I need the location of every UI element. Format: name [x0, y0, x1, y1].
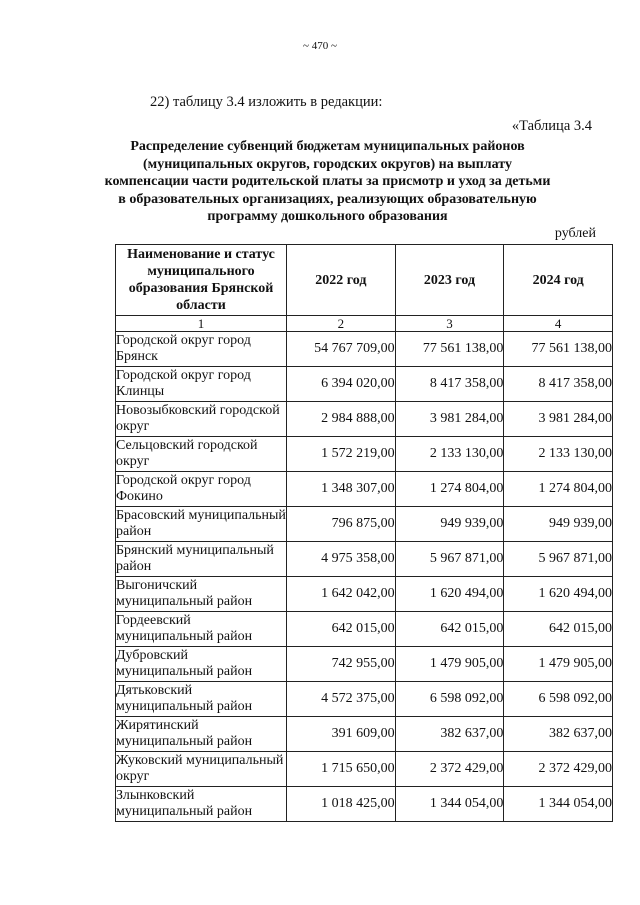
amount-2023: 1 344 054,00	[395, 787, 504, 822]
amount-2022: 1 642 042,00	[287, 577, 396, 612]
amount-2022: 1 715 650,00	[287, 752, 396, 787]
table-row	[116, 367, 613, 402]
amount-2022: 1 348 307,00	[287, 472, 396, 507]
amount-2024: 642 015,00	[504, 612, 613, 647]
amount-2022: 4 572 375,00	[287, 682, 396, 717]
subvention-table	[115, 244, 613, 822]
table-row	[116, 682, 613, 717]
amount-2022: 391 609,00	[287, 717, 396, 752]
table-row	[116, 507, 613, 542]
currency-unit: рублей	[554, 226, 596, 241]
amount-2023: 382 637,00	[395, 717, 504, 752]
table-row	[116, 402, 613, 437]
municipality-name: Выгоничский муниципальный район	[116, 577, 287, 612]
amount-2023: 5 967 871,00	[395, 542, 504, 577]
column-header-2022: 2022 год	[287, 245, 396, 316]
table-row	[116, 332, 613, 367]
amount-2023: 949 939,00	[395, 507, 504, 542]
amount-2024: 1 344 054,00	[504, 787, 613, 822]
table-title: Распределение субвенций бюджетам муниципальных районов (муниципальных округов, городских округов) на выплату компенсации части родительской платы за присмотр и уход за детьми в образовательных организациях, реализующих образовательную программу дошкольного образования	[104, 139, 551, 224]
amount-2024: 2 372 429,00	[504, 752, 613, 787]
municipality-name: Дубровский муниципальный район	[116, 647, 287, 682]
table-row	[116, 612, 613, 647]
amount-2022: 6 394 020,00	[287, 367, 396, 402]
municipality-name: Городской округ город Брянск	[116, 332, 287, 367]
municipality-name: Брянский муниципальный район	[116, 542, 287, 577]
column-number: 2	[287, 316, 396, 332]
amount-2024: 1 479 905,00	[504, 647, 613, 682]
municipality-name: Жуковский муниципальный округ	[116, 752, 287, 787]
municipality-name: Гордеевский муниципальный район	[116, 612, 287, 647]
column-number: 4	[504, 316, 613, 332]
table-header-row	[116, 245, 613, 316]
column-header-2024: 2024 год	[504, 245, 613, 316]
amount-2023: 8 417 358,00	[395, 367, 504, 402]
amount-2023: 2 133 130,00	[395, 437, 504, 472]
table-row	[116, 647, 613, 682]
column-header-municipality: Наименование и статус муниципального образования Брянской области	[116, 245, 287, 316]
amount-2022: 4 975 358,00	[287, 542, 396, 577]
amount-2023: 77 561 138,00	[395, 332, 504, 367]
municipality-name: Злынковский муниципальный район	[116, 787, 287, 822]
amount-2022: 1 018 425,00	[287, 787, 396, 822]
column-number: 1	[116, 316, 287, 332]
amount-2023: 3 981 284,00	[395, 402, 504, 437]
amount-2024: 8 417 358,00	[504, 367, 613, 402]
table-reference: «Таблица 3.4	[511, 118, 592, 134]
amount-2022: 2 984 888,00	[287, 402, 396, 437]
amount-2023: 1 274 804,00	[395, 472, 504, 507]
column-number: 3	[395, 316, 504, 332]
amendment-instruction: 22) таблицу 3.4 изложить в редакции:	[150, 94, 383, 110]
amount-2022: 642 015,00	[287, 612, 396, 647]
amount-2024: 3 981 284,00	[504, 402, 613, 437]
table-row	[116, 717, 613, 752]
municipality-name: Дятьковский муниципальный район	[116, 682, 287, 717]
column-header-2023: 2023 год	[395, 245, 504, 316]
table-row	[116, 577, 613, 612]
amount-2023: 6 598 092,00	[395, 682, 504, 717]
municipality-name: Сельцовский городской округ	[116, 437, 287, 472]
municipality-name: Городской округ город Клинцы	[116, 367, 287, 402]
municipality-name: Новозыбковский городской округ	[116, 402, 287, 437]
amount-2022: 742 955,00	[287, 647, 396, 682]
amount-2024: 5 967 871,00	[504, 542, 613, 577]
table-row	[116, 752, 613, 787]
municipality-name: Брасовский муниципальный район	[116, 507, 287, 542]
table-row	[116, 542, 613, 577]
municipality-name: Жирятинский муниципальный район	[116, 717, 287, 752]
amount-2022: 54 767 709,00	[287, 332, 396, 367]
table-row	[116, 472, 613, 507]
amount-2022: 1 572 219,00	[287, 437, 396, 472]
column-number-row	[116, 316, 613, 332]
amount-2023: 2 372 429,00	[395, 752, 504, 787]
amount-2024: 949 939,00	[504, 507, 613, 542]
amount-2022: 796 875,00	[287, 507, 396, 542]
amount-2024: 6 598 092,00	[504, 682, 613, 717]
amount-2023: 642 015,00	[395, 612, 504, 647]
amount-2024: 2 133 130,00	[504, 437, 613, 472]
amount-2023: 1 620 494,00	[395, 577, 504, 612]
municipality-name: Городской округ город Фокино	[116, 472, 287, 507]
amount-2024: 77 561 138,00	[504, 332, 613, 367]
page-number: ~ 470 ~	[303, 40, 337, 52]
amount-2024: 1 620 494,00	[504, 577, 613, 612]
amount-2023: 1 479 905,00	[395, 647, 504, 682]
table-row	[116, 437, 613, 472]
table-row	[116, 787, 613, 822]
amount-2024: 1 274 804,00	[504, 472, 613, 507]
amount-2024: 382 637,00	[504, 717, 613, 752]
